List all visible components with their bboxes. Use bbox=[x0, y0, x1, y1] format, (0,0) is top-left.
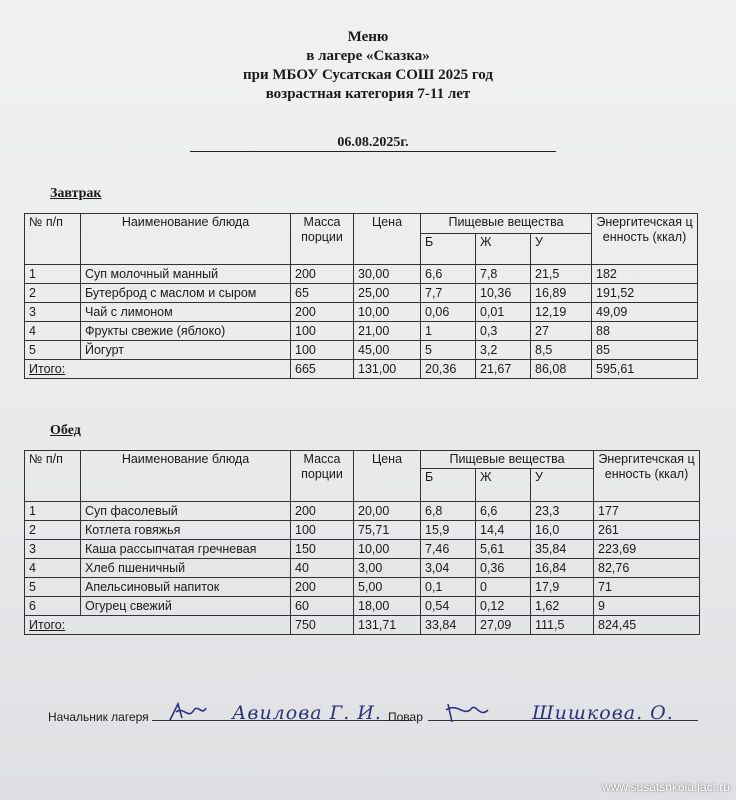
table-row bbox=[25, 578, 700, 597]
head-name: Авилова Г. И. bbox=[232, 702, 382, 724]
cell-mass: 200 bbox=[291, 578, 354, 597]
cell-mass: 65 bbox=[291, 284, 354, 303]
cell-b: 3,04 bbox=[421, 559, 476, 578]
table-header-row bbox=[25, 214, 698, 234]
col-price-header: Цена bbox=[354, 214, 421, 265]
cell-u: 27 bbox=[531, 322, 592, 341]
table-row bbox=[25, 521, 700, 540]
cell-b: 7,7 bbox=[421, 284, 476, 303]
cell-u: 16,89 bbox=[531, 284, 592, 303]
cell-b: 5 bbox=[421, 341, 476, 360]
table-row bbox=[25, 540, 700, 559]
cell-name: Хлеб пшеничный bbox=[81, 559, 291, 578]
col-name-header: Наименование блюда bbox=[81, 214, 291, 265]
table-row bbox=[25, 502, 700, 521]
site-watermark: www.susatshkola.lact.ru bbox=[601, 780, 730, 794]
cell-mass: 100 bbox=[291, 322, 354, 341]
cell-price: 5,00 bbox=[354, 578, 421, 597]
cell-b: 6,8 bbox=[421, 502, 476, 521]
col-energy-header: Энергитечская ценность (ккал) bbox=[594, 451, 700, 502]
total-mass: 665 bbox=[291, 360, 354, 379]
cell-zh: 6,6 bbox=[476, 502, 531, 521]
col-nutrients-header: Пищевые вещества bbox=[421, 451, 594, 469]
breakfast-rows bbox=[25, 265, 698, 360]
cell-u: 1,62 bbox=[531, 597, 594, 616]
cell-zh: 0,3 bbox=[476, 322, 531, 341]
cell-u: 16,84 bbox=[531, 559, 594, 578]
table-row bbox=[25, 341, 698, 360]
col-num-header: № п/п bbox=[25, 214, 81, 265]
col-name-header: Наименование блюда bbox=[81, 451, 291, 502]
lunch-rows bbox=[25, 502, 700, 616]
cell-mass: 100 bbox=[291, 341, 354, 360]
col-mass-header: Масса порции bbox=[291, 214, 354, 265]
total-zh: 21,67 bbox=[476, 360, 531, 379]
cell-u: 16,0 bbox=[531, 521, 594, 540]
cell-num: 3 bbox=[25, 540, 81, 559]
head-signature-scribble bbox=[168, 700, 208, 724]
cell-num: 6 bbox=[25, 597, 81, 616]
table-header-row bbox=[25, 451, 700, 469]
total-u: 86,08 bbox=[531, 360, 592, 379]
total-label: Итого: bbox=[25, 616, 291, 635]
header-school: при МБОУ Сусатская СОШ 2025 год bbox=[243, 67, 493, 83]
col-b-header: Б bbox=[421, 234, 476, 265]
cell-num: 1 bbox=[25, 502, 81, 521]
col-zh-header: Ж bbox=[476, 234, 531, 265]
col-num-header: № п/п bbox=[25, 451, 81, 502]
col-u-header: У bbox=[531, 469, 594, 502]
total-mass: 750 bbox=[291, 616, 354, 635]
cell-zh: 0,12 bbox=[476, 597, 531, 616]
cell-num: 3 bbox=[25, 303, 81, 322]
cell-name: Суп молочный манный bbox=[81, 265, 291, 284]
table-row bbox=[25, 322, 698, 341]
cell-b: 0,1 bbox=[421, 578, 476, 597]
cell-mass: 200 bbox=[291, 303, 354, 322]
breakfast-table bbox=[24, 213, 698, 379]
head-label: Начальник лагеря bbox=[48, 710, 149, 724]
cell-u: 8,5 bbox=[531, 341, 592, 360]
col-nutrients-header: Пищевые вещества bbox=[421, 214, 592, 234]
table-row bbox=[25, 303, 698, 322]
cell-zh: 0,36 bbox=[476, 559, 531, 578]
cell-num: 5 bbox=[25, 578, 81, 597]
cell-price: 3,00 bbox=[354, 559, 421, 578]
table-row bbox=[25, 559, 700, 578]
cell-b: 0,54 bbox=[421, 597, 476, 616]
cell-energy: 182 bbox=[592, 265, 698, 284]
cell-price: 10,00 bbox=[354, 303, 421, 322]
cell-price: 75,71 bbox=[354, 521, 421, 540]
cell-price: 21,00 bbox=[354, 322, 421, 341]
cell-zh: 7,8 bbox=[476, 265, 531, 284]
cell-energy: 88 bbox=[592, 322, 698, 341]
table-row bbox=[25, 284, 698, 303]
col-u-header: У bbox=[531, 234, 592, 265]
cell-b: 0,06 bbox=[421, 303, 476, 322]
cell-mass: 60 bbox=[291, 597, 354, 616]
col-zh-header: Ж bbox=[476, 469, 531, 502]
total-b: 20,36 bbox=[421, 360, 476, 379]
cell-u: 17,9 bbox=[531, 578, 594, 597]
cell-price: 45,00 bbox=[354, 341, 421, 360]
cell-energy: 177 bbox=[594, 502, 700, 521]
cell-energy: 71 bbox=[594, 578, 700, 597]
cell-name: Апельсиновый напиток bbox=[81, 578, 291, 597]
cell-price: 10,00 bbox=[354, 540, 421, 559]
cell-name: Каша рассыпчатая гречневая bbox=[81, 540, 291, 559]
cell-energy: 85 bbox=[592, 341, 698, 360]
cell-num: 2 bbox=[25, 284, 81, 303]
cell-num: 5 bbox=[25, 341, 81, 360]
cell-u: 35,84 bbox=[531, 540, 594, 559]
cell-name: Йогурт bbox=[81, 341, 291, 360]
col-mass-header: Масса порции bbox=[291, 451, 354, 502]
head-signature bbox=[168, 700, 208, 729]
cell-energy: 223,69 bbox=[594, 540, 700, 559]
cell-energy: 191,52 bbox=[592, 284, 698, 303]
document-header bbox=[0, 28, 736, 104]
total-zh: 27,09 bbox=[476, 616, 531, 635]
cell-num: 4 bbox=[25, 559, 81, 578]
breakfast-title: Завтрак bbox=[50, 186, 102, 201]
total-price: 131,00 bbox=[354, 360, 421, 379]
cell-mass: 40 bbox=[291, 559, 354, 578]
cell-energy: 9 bbox=[594, 597, 700, 616]
cook-name: Шишкова. О. bbox=[532, 702, 674, 724]
cell-num: 1 bbox=[25, 265, 81, 284]
col-energy-header: Энергитечская ценность (ккал) bbox=[592, 214, 698, 265]
cell-num: 4 bbox=[25, 322, 81, 341]
cell-price: 30,00 bbox=[354, 265, 421, 284]
cell-u: 23,3 bbox=[531, 502, 594, 521]
col-price-header: Цена bbox=[354, 451, 421, 502]
cell-name: Бутерброд с маслом и сыром bbox=[81, 284, 291, 303]
cell-mass: 150 bbox=[291, 540, 354, 559]
total-energy: 824,45 bbox=[594, 616, 700, 635]
total-b: 33,84 bbox=[421, 616, 476, 635]
cell-price: 25,00 bbox=[354, 284, 421, 303]
cell-u: 12,19 bbox=[531, 303, 592, 322]
menu-date: 06.08.2025г. bbox=[190, 134, 556, 152]
cook-label: Повар bbox=[388, 710, 423, 724]
header-title: Меню bbox=[347, 29, 389, 45]
cell-zh: 3,2 bbox=[476, 341, 531, 360]
cell-b: 15,9 bbox=[421, 521, 476, 540]
cell-zh: 14,4 bbox=[476, 521, 531, 540]
table-total-row bbox=[25, 616, 700, 635]
total-price: 131,71 bbox=[354, 616, 421, 635]
cell-energy: 49,09 bbox=[592, 303, 698, 322]
cell-name: Огурец свежий bbox=[81, 597, 291, 616]
header-age-category: возрастная категория 7-11 лет bbox=[265, 86, 471, 102]
cell-zh: 0 bbox=[476, 578, 531, 597]
cell-u: 21,5 bbox=[531, 265, 592, 284]
cell-zh: 5,61 bbox=[476, 540, 531, 559]
cell-name: Фрукты свежие (яблоко) bbox=[81, 322, 291, 341]
header-camp: в лагере «Сказка» bbox=[306, 48, 430, 64]
cell-mass: 200 bbox=[291, 265, 354, 284]
cell-mass: 100 bbox=[291, 521, 354, 540]
cook-signature bbox=[444, 700, 490, 729]
total-label: Итого: bbox=[25, 360, 291, 379]
cell-zh: 10,36 bbox=[476, 284, 531, 303]
cell-price: 20,00 bbox=[354, 502, 421, 521]
cook-signature-scribble bbox=[444, 700, 490, 724]
cell-zh: 0,01 bbox=[476, 303, 531, 322]
cell-b: 1 bbox=[421, 322, 476, 341]
total-u: 111,5 bbox=[531, 616, 594, 635]
cell-name: Чай с лимоном bbox=[81, 303, 291, 322]
total-energy: 595,61 bbox=[592, 360, 698, 379]
col-b-header: Б bbox=[421, 469, 476, 502]
lunch-title: Обед bbox=[50, 423, 81, 438]
cell-energy: 261 bbox=[594, 521, 700, 540]
cell-b: 7,46 bbox=[421, 540, 476, 559]
table-row bbox=[25, 597, 700, 616]
cell-num: 2 bbox=[25, 521, 81, 540]
cell-price: 18,00 bbox=[354, 597, 421, 616]
table-row bbox=[25, 265, 698, 284]
cell-name: Суп фасолевый bbox=[81, 502, 291, 521]
table-total-row bbox=[25, 360, 698, 379]
cell-name: Котлета говяжья bbox=[81, 521, 291, 540]
cell-b: 6,6 bbox=[421, 265, 476, 284]
lunch-table bbox=[24, 450, 700, 635]
cell-energy: 82,76 bbox=[594, 559, 700, 578]
cell-mass: 200 bbox=[291, 502, 354, 521]
